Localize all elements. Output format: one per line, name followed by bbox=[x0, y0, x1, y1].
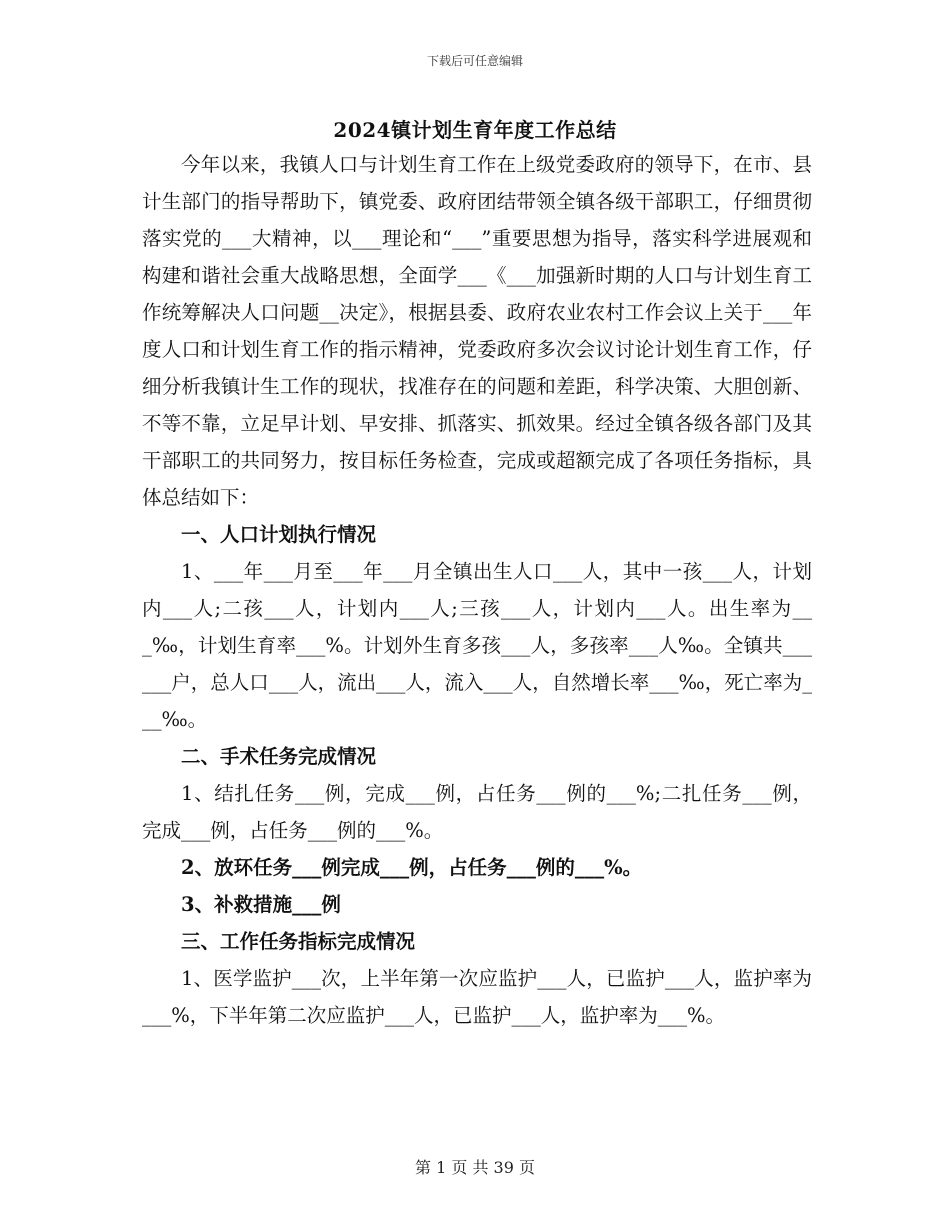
ligation-paragraph: 1、结扎任务___例，完成___例，占任务___例的___%;二扎任务___例，完成___例，占任务___例的___%。 bbox=[142, 782, 812, 842]
section-heading-surgery: 二、手术任务完成情况 bbox=[181, 745, 377, 768]
monitoring-paragraph: 1、医学监护___次，上半年第一次应监护___人，已监护___人，监护率为___%，下半年第二次应监护___人，已监护___人，监护率为___%。 bbox=[142, 967, 812, 1027]
section-heading-population: 一、人口计划执行情况 bbox=[181, 523, 377, 546]
remedial-paragraph: 3、补救措施___例 bbox=[181, 893, 341, 916]
document-body bbox=[142, 146, 812, 1034]
population-paragraph: 1、___年___月至___年___月全镇出生人口___人，其中一孩___人，计划内___人;二孩___人，计划内___人;三孩___人，计划内___人。出生率为___‰，计划生育率___%。计划外生育多孩___人，多孩率___人‰。全镇共______户，总人口___人，流出___人，流入___人，自然增长率___‰，死亡率为___‰。 bbox=[142, 560, 812, 731]
intro-paragraph: 今年以来，我镇人口与计划生育工作在上级党委政府的领导下，在市、县计生部门的指导帮助下，镇党委、政府团结带领全镇各级干部职工，仔细贯彻落实党的___大精神，以___理论和“___”重要思想为指导，落实科学进展观和构建和谐社会重大战略思想，全面学___《___加强新时期的人口与计划生育工作统筹解决人口问题__决定》，根据县委、政府农业农村工作会议上关于___年度人口和计划生育工作的指示精神，党委政府多次会议讨论计划生育工作，仔细分析我镇计生工作的现状，找准存在的问题和差距，科学决策、大胆创新、不等不靠，立足早计划、早安排、抓落实、抓效果。经过全镇各级各部门及其干部职工的共同努力，按目标任务检查，完成或超额完成了各项任务指标，具体总结如下： bbox=[142, 153, 812, 509]
iud-paragraph: 2、放环任务___例完成___例，占任务___例的___%。 bbox=[181, 856, 643, 879]
header-note: 下载后可任意编辑 bbox=[426, 54, 523, 68]
document-title: 2024镇计划生育年度工作总结 bbox=[333, 118, 617, 142]
page-number: 第 1 页 共 39 页 bbox=[415, 1158, 535, 1177]
section-heading-targets: 三、工作任务指标完成情况 bbox=[181, 930, 416, 953]
